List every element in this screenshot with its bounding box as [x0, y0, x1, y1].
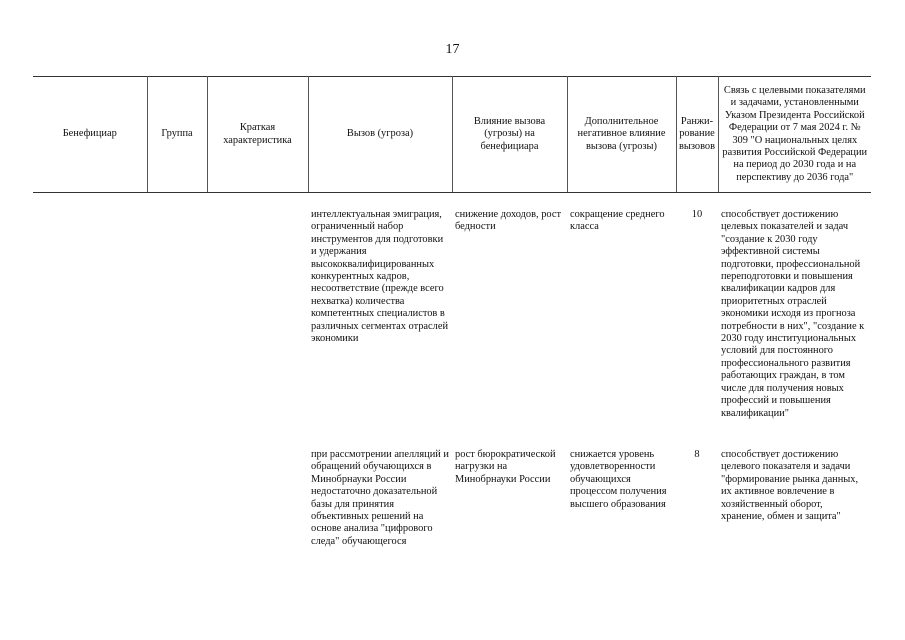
- page-number: 17: [445, 42, 460, 57]
- table-header-row: [33, 77, 871, 193]
- cell-decree-link: способствует достижению целевого показателя и задачи "формирование рынка данных, их активное вовлечение в хозяйственный оборот, хранение, обмен и защита": [721, 449, 859, 523]
- cell-impact: рост бюрократической нагрузки на Минобрнауки России: [455, 449, 556, 485]
- cell-challenge: при рассмотрении апелляций и обращений обучающихся в Минобрнауки России недостаточно доказательной базы для принятия объективных решений на основе анализа "цифрового следа" обучающегося: [311, 449, 449, 547]
- cell-ranking: 10: [691, 209, 703, 220]
- header-decree-link: Связь с целевыми показателями и задачами, установленными Указом Президента Российской Федерации от 7 мая 2024 г. № 309 "О национальных целях развития Российской Федерации на период до 2030 года и на перспективу до 2036 года": [718, 77, 871, 193]
- table-row: [33, 193, 871, 432]
- header-group: Группа: [147, 77, 207, 193]
- cell-additional-impact: сокращение среднего класса: [570, 209, 665, 233]
- cell-group: [147, 193, 207, 432]
- header-ranking: Ранжи-рование вызовов: [676, 77, 718, 193]
- cell-group: [147, 431, 207, 548]
- cell-characteristic: [207, 431, 308, 548]
- header-additional-impact: Дополнительное негативное влияние вызова (угрозы): [567, 77, 676, 193]
- header-challenge: Вызов (угроза): [308, 77, 452, 193]
- cell-beneficiary: [33, 193, 147, 432]
- beneficiary-challenges-table: [33, 76, 871, 548]
- cell-decree-link: способствует достижению целевых показателей и задач "создание к 2030 году эффективной системы подготовки, профессиональной переподготовки и повышения квалификации кадров для приоритетных отраслей экономики исходя из прогноза потребности в них", "создание к 2030 году институциональных условий для постоянного профессионального развития работающих граждан, в том числе для получения новых профессий и повышения квалификации": [721, 209, 865, 419]
- header-beneficiary: Бенефициар: [33, 77, 147, 193]
- cell-beneficiary: [33, 431, 147, 548]
- cell-ranking: 8: [694, 449, 700, 460]
- cell-characteristic: [207, 193, 308, 432]
- cell-additional-impact: снижается уровень удовлетворенности обучающихся процессом получения высшего образования: [570, 449, 667, 510]
- table-row: [33, 431, 871, 548]
- cell-impact: снижение доходов, рост бедности: [455, 209, 562, 233]
- cell-challenge: интеллектуальная эмиграция, ограниченный набор инструментов для подготовки и удержания высококвалифицированных конкурентных кадров, несоответствие (прежде всего нехватка) количества компетентных специалистов в различных сегментах отраслей экономики: [311, 209, 449, 345]
- header-characteristic: Краткая характеристика: [207, 77, 308, 193]
- header-impact: Влияние вызова (угрозы) на бенефициара: [452, 77, 567, 193]
